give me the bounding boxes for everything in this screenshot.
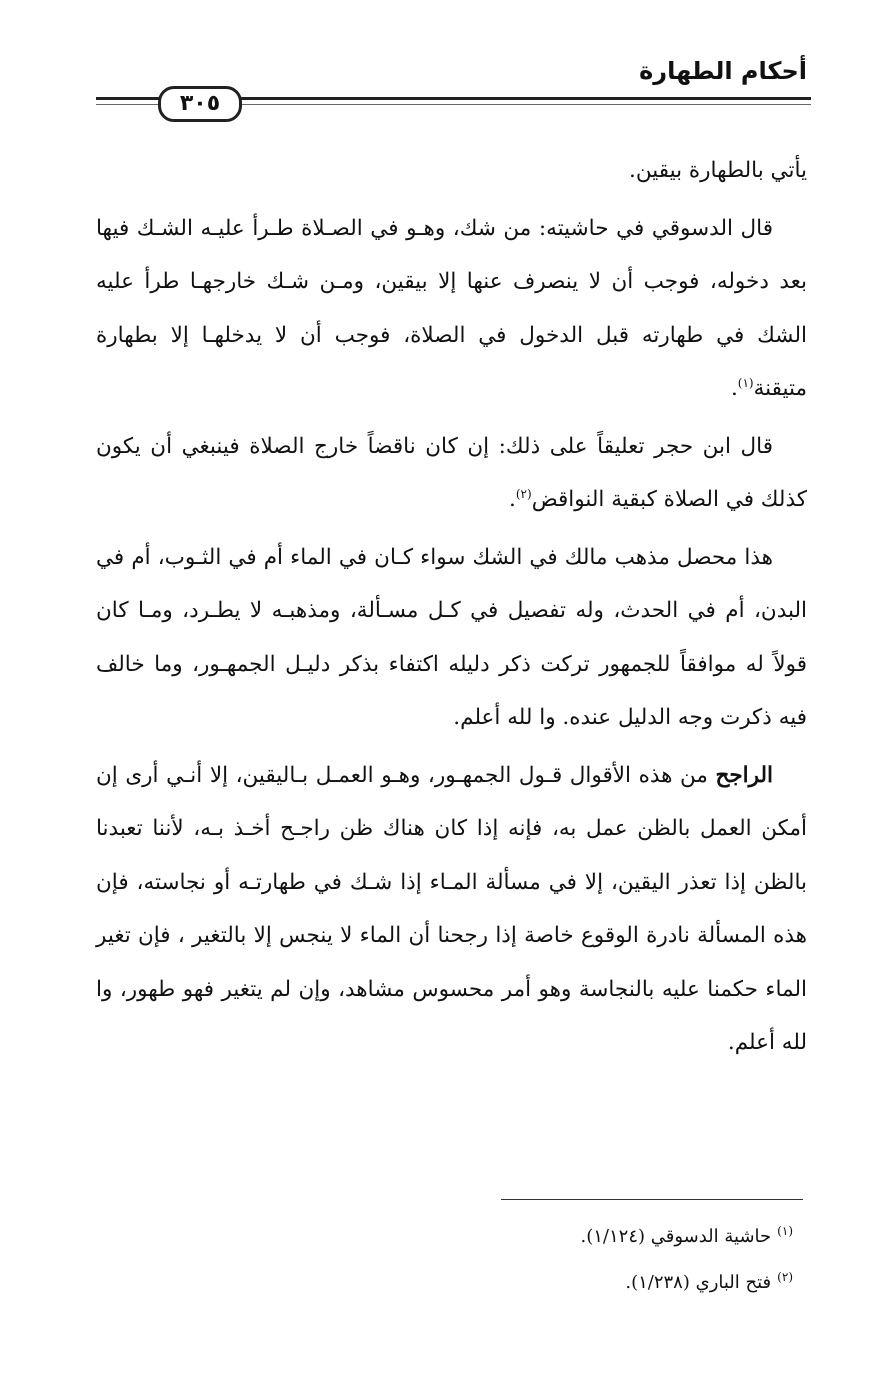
body-text	[96, 144, 807, 1070]
footnote-1	[373, 1214, 793, 1260]
paragraph-4-text: هذا محصل مذهب مالك في الشك سواء كـان في الماء أم في الثـوب، أم في البدن، أم في الحدث، وله تفصيل في كـل مسـألة، ومذهبـه لا يطـرد، ومـا كان قولاً له موافقاً للجمهور تركت ذكر دليله اكتفاء بذكر دليـل الجمهـور، وما خالف فيه ذكرت وجه الدليل عنده. وا لله أعلم.	[96, 544, 807, 730]
footnote-2-text: فتح الباري (١/٢٣٨).	[625, 1272, 772, 1293]
running-title: أحكام الطهارة	[639, 57, 807, 85]
paragraph-5-text: من هذه الأقوال قـول الجمهـور، وهـو العمـل بـاليقين، إلا أنـي أرى إن أمكن العمل بالظن عمل به، فإنه إذا كان هناك ظن راجـح أخـذ بـه، لأننا تعبدنا بالظن إذا تعذر اليقين، إلا في مسألة المـاء إذا شـك في طهارتـه أو نجاسته، فإن هذه المسألة نادرة الوقوع خاصة إذا رجحنا أن الماء لا ينجس إلا بالتغير ، فإن تغير الماء حكمنا عليه بالنجاسة وهو أمر محسوس مشاهد، وإن لم يتغير فهو طهور، وا لله أعلم.	[96, 762, 807, 1055]
paragraph-2-text: قال الدسوقي في حاشيته: من شك، وهـو في الصـلاة طـرأ عليـه الشـك فيها بعد دخوله، فوجب أن لا ينصرف عنها إلا بيقين، ومـن شـك خارجهـا طرأ عليه الشك في طهارته قبل الدخول في الصلاة، فوجب أن لا يدخلهـا إلا بطهارة متيقنة	[96, 215, 807, 401]
paragraph-3	[96, 420, 807, 527]
page-number: ٣٠٥	[158, 86, 242, 122]
footnote-ref-1[interactable]: (١)	[737, 375, 754, 390]
paragraph-3-end: .	[509, 487, 516, 512]
footnote-ref-2[interactable]: (٢)	[515, 486, 532, 501]
paragraph-1-text: يأتي بالطهارة بيقين.	[629, 158, 807, 183]
paragraph-5-lead: الراجح	[715, 762, 773, 788]
paragraph-4	[96, 531, 807, 745]
paragraph-3-text: قال ابن حجر تعليقاً على ذلك: إن كان ناقضاً خارج الصلاة فينبغي أن يكون كذلك في الصلاة كبقية النواقض	[96, 433, 807, 512]
footnotes	[373, 1214, 793, 1306]
footnote-1-mark: (١)	[777, 1224, 793, 1238]
footnote-1-text: حاشية الدسوقي (١/١٢٤).	[580, 1226, 772, 1247]
footnote-separator	[501, 1199, 803, 1200]
footnote-2	[373, 1260, 793, 1306]
paragraph-1	[96, 144, 807, 198]
paragraph-2	[96, 202, 807, 416]
footnote-2-mark: (٢)	[777, 1270, 793, 1284]
paragraph-5	[96, 749, 807, 1070]
paragraph-2-end: .	[730, 376, 738, 401]
